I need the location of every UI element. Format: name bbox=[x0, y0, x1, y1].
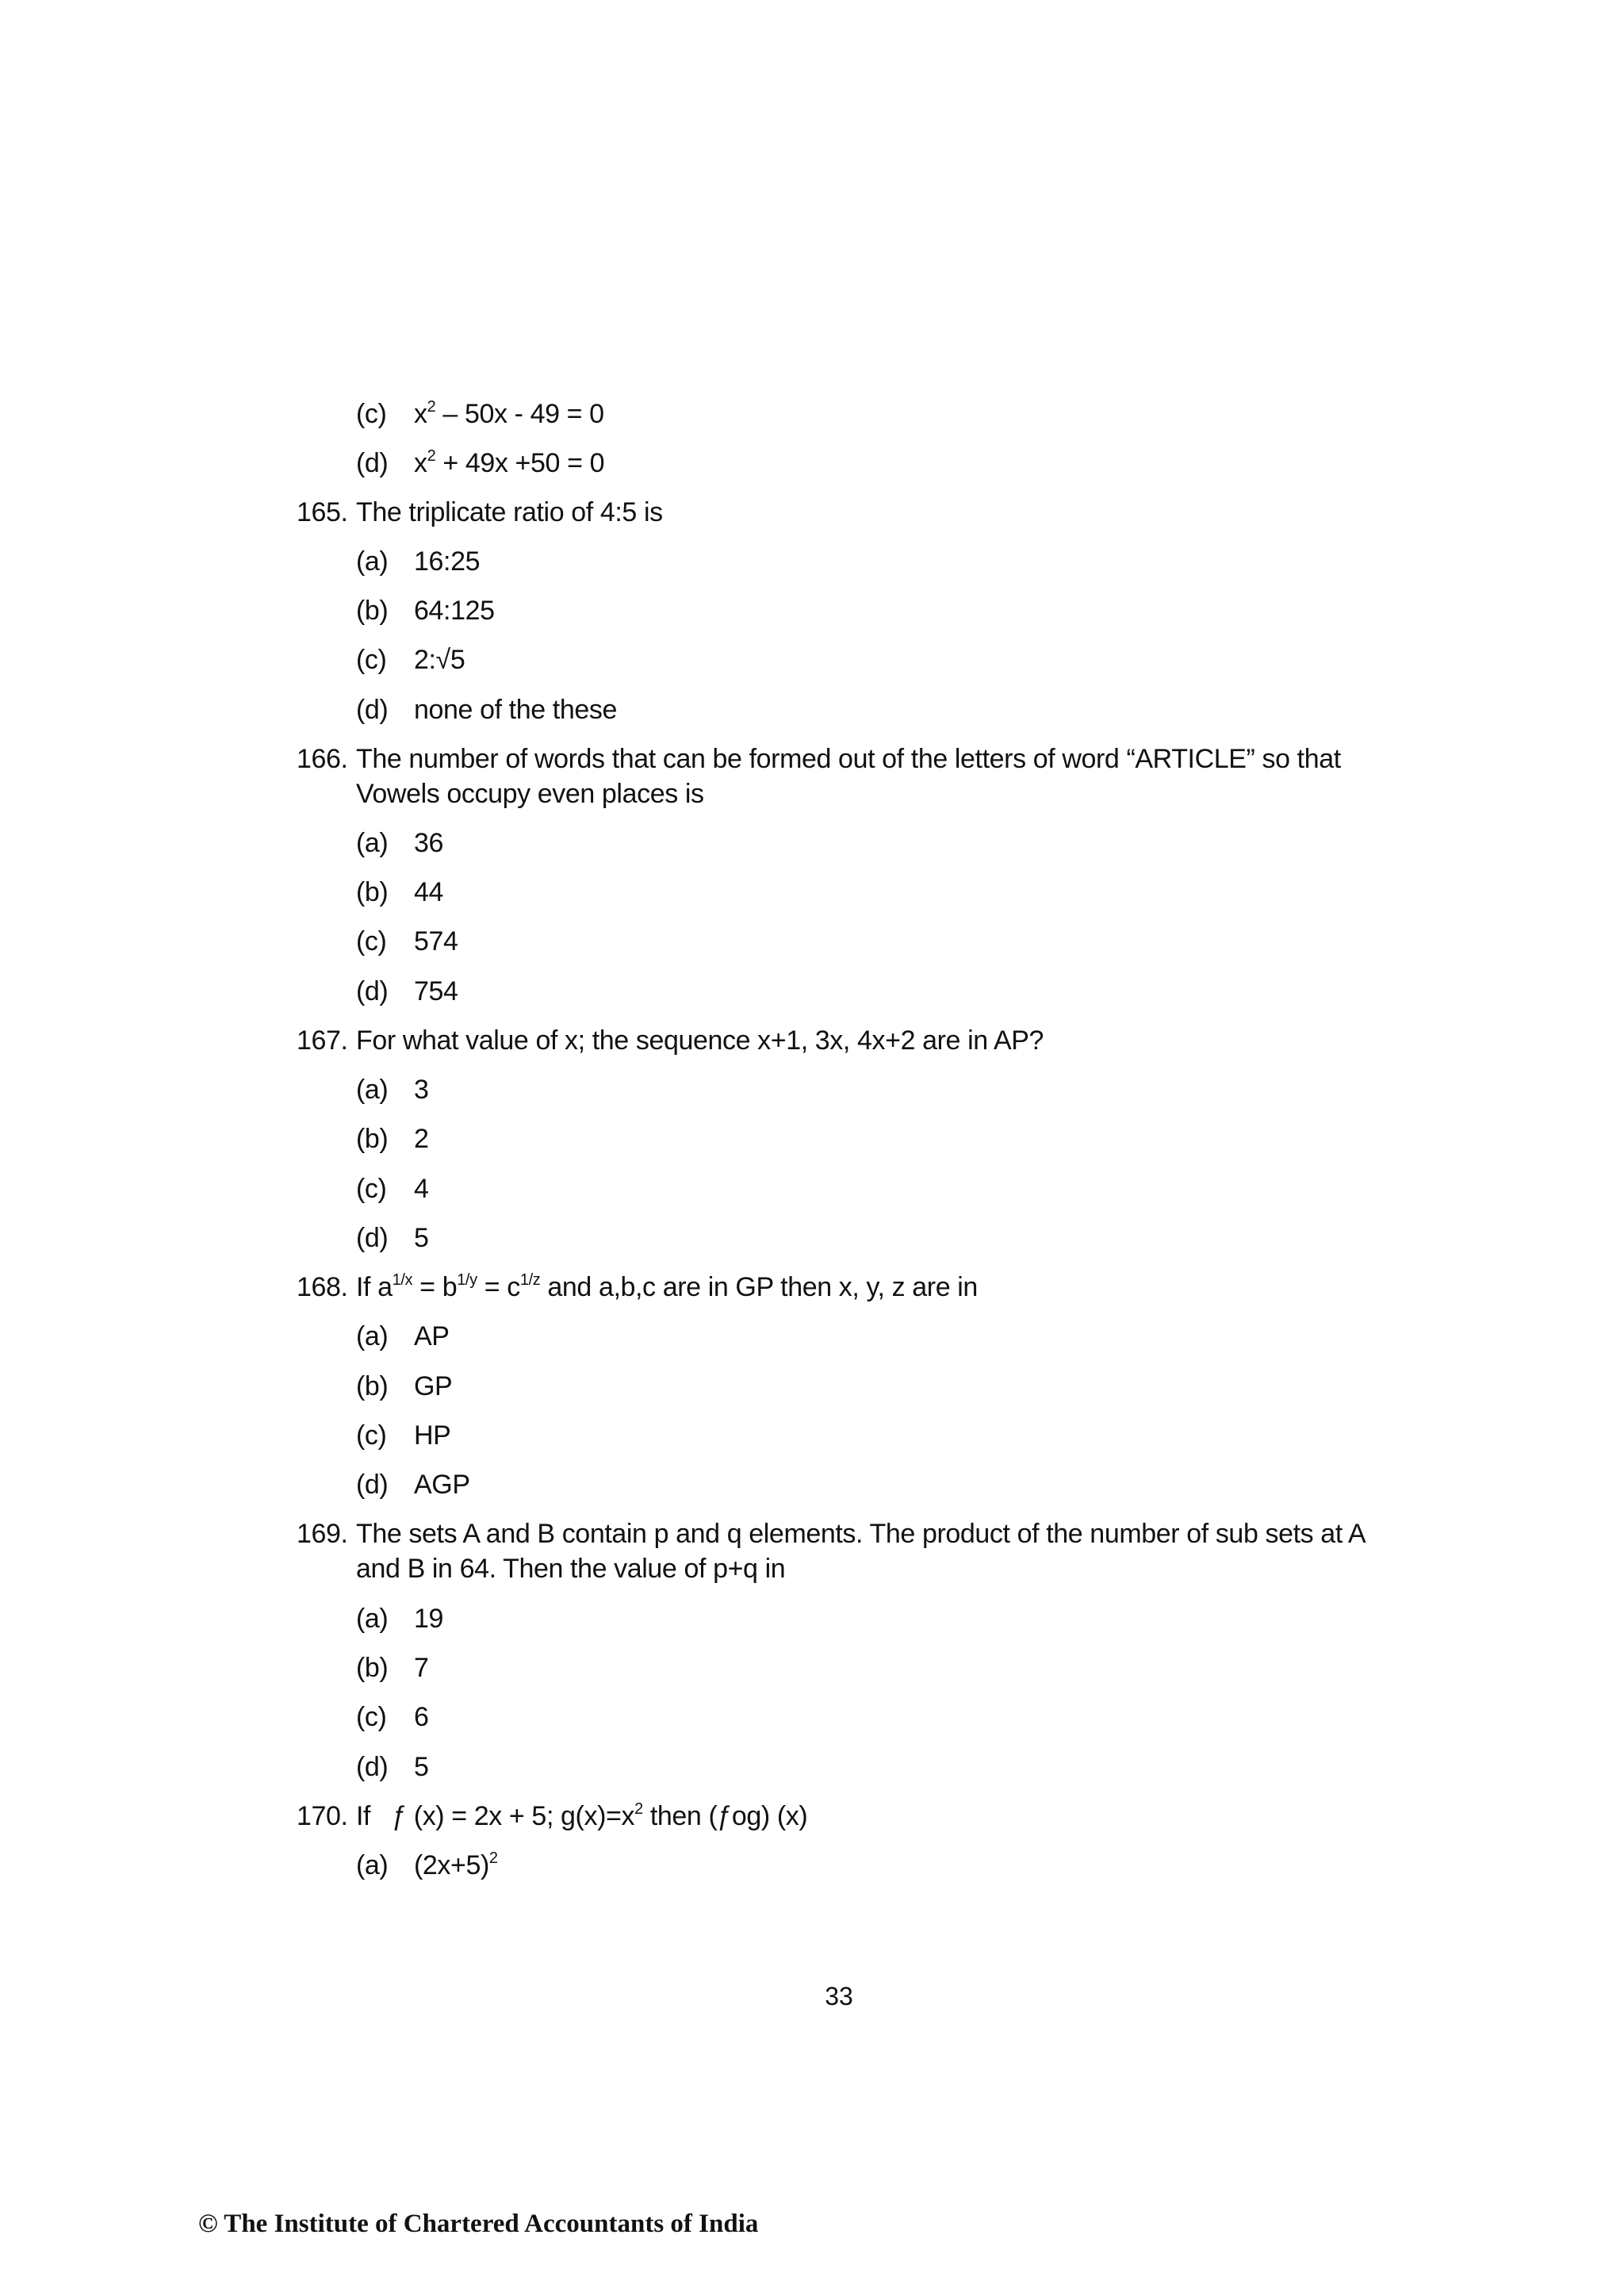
option-text: 5 bbox=[414, 1223, 429, 1253]
question-text: For what value of x; the sequence x+1, 3x, 4x+2 are in AP? bbox=[356, 1025, 1044, 1056]
option-label: (b) bbox=[356, 1124, 389, 1154]
question-text: If $a^{1/x} = b^{1/y} = c^{1/z}$ and a,b,c are in GP then x, y, z are in bbox=[356, 1271, 978, 1302]
option-text: 7 bbox=[414, 1653, 429, 1683]
option-label: (c) bbox=[356, 926, 387, 956]
option-label: (b) bbox=[356, 877, 389, 907]
option-text: 754 bbox=[414, 976, 458, 1006]
option-label: (d) bbox=[356, 1470, 389, 1500]
option-label: (c) bbox=[356, 399, 387, 429]
option-text: GP bbox=[414, 1371, 453, 1401]
option-label: (c) bbox=[356, 645, 387, 675]
question-number: 168. bbox=[297, 1272, 348, 1302]
option-text: 4 bbox=[414, 1174, 429, 1204]
option-label: (b) bbox=[356, 1653, 389, 1683]
option-label: (c) bbox=[356, 1702, 387, 1732]
question-number: 167. bbox=[297, 1025, 348, 1056]
question-text: The sets A and B contain p and q elements. The product of the number of sub sets at A and B in 64. Then the value of p+q in bbox=[356, 1519, 1365, 1584]
option-text: $(2x+5)^2$ bbox=[414, 1849, 498, 1880]
question-number: 165. bbox=[297, 497, 348, 527]
question-text: If ƒ (x) = 2x + 5; $g(x)=x^2$ then (ƒog) (x) bbox=[356, 1800, 808, 1831]
option-text: AP bbox=[414, 1321, 450, 1351]
option-text: 574 bbox=[414, 926, 458, 956]
option-label: (a) bbox=[356, 546, 389, 577]
option-label: (d) bbox=[356, 695, 389, 725]
option-label: (a) bbox=[356, 1850, 389, 1880]
option-text: 19 bbox=[414, 1604, 444, 1634]
option-text: none of the these bbox=[414, 695, 617, 725]
option-label: (d) bbox=[356, 1223, 389, 1253]
question-text: The number of words that can be formed out of the letters of word “ARTICLE” so that Vowels occupy even places is bbox=[356, 744, 1341, 809]
option-text: 6 bbox=[414, 1702, 429, 1732]
option-label: (c) bbox=[356, 1174, 387, 1204]
option-text: 2 bbox=[414, 1124, 429, 1154]
option-label: (a) bbox=[356, 1604, 389, 1634]
option-text: HP bbox=[414, 1420, 451, 1451]
option-text: 5 bbox=[414, 1752, 429, 1782]
option-label: (d) bbox=[356, 1752, 389, 1782]
option-text: 36 bbox=[414, 828, 444, 858]
option-text: $x^2 + 49x +50 = 0$ bbox=[414, 447, 605, 478]
option-label: (b) bbox=[356, 1371, 389, 1401]
option-text: 2:√5 bbox=[414, 645, 465, 675]
option-label: (c) bbox=[356, 1420, 387, 1451]
footer-copyright: © The Institute of Chartered Accountants of India bbox=[198, 2210, 759, 2238]
option-text: $x^2 - 50x - 49 = 0$ bbox=[414, 397, 604, 429]
option-label: (b) bbox=[356, 596, 389, 626]
page-number: 33 bbox=[825, 1982, 853, 2010]
option-label: (a) bbox=[356, 828, 389, 858]
option-label: (d) bbox=[356, 448, 389, 478]
option-label: (d) bbox=[356, 976, 389, 1006]
option-text: 3 bbox=[414, 1075, 429, 1105]
question-text: The triplicate ratio of 4:5 is bbox=[356, 497, 663, 527]
question-number: 166. bbox=[297, 744, 348, 774]
option-text: AGP bbox=[414, 1470, 470, 1500]
question-number: 169. bbox=[297, 1519, 348, 1549]
option-text: 64:125 bbox=[414, 596, 495, 626]
option-label: (a) bbox=[356, 1321, 389, 1351]
option-text: 44 bbox=[414, 877, 444, 907]
option-label: (a) bbox=[356, 1075, 389, 1105]
question-number: 170. bbox=[297, 1801, 348, 1831]
option-text: 16:25 bbox=[414, 546, 481, 577]
